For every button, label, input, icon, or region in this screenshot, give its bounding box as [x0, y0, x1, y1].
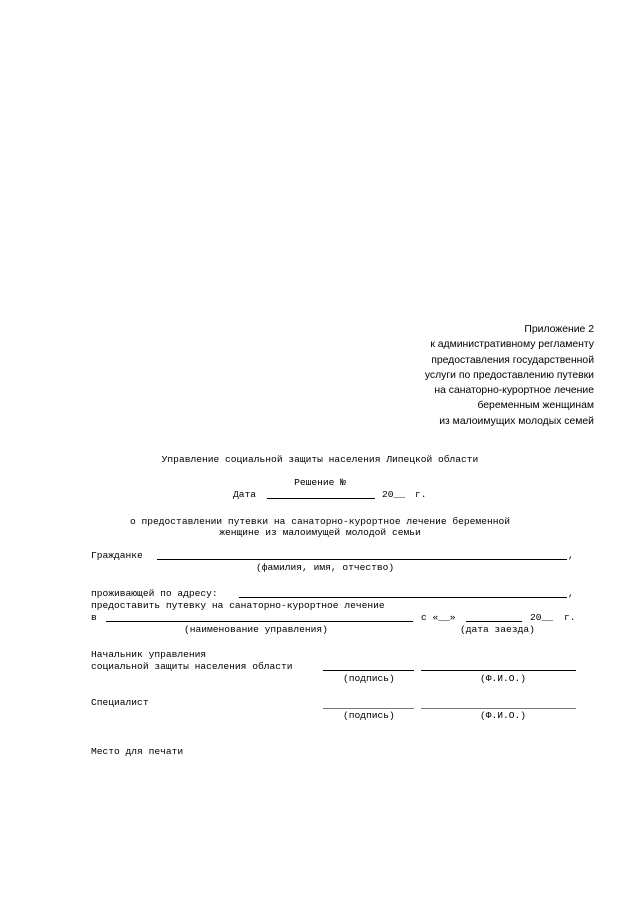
date-year-suffix: г.	[415, 489, 427, 500]
arrival-caption: (дата заезда)	[460, 624, 535, 635]
stamp-label: Место для печати	[91, 746, 184, 757]
appendix-line: Приложение 2	[524, 324, 594, 335]
comma: ,	[568, 550, 574, 561]
appendix-line: из малоимущих молодых семей	[439, 415, 594, 427]
date-year: 20__	[382, 489, 406, 500]
appendix-line: предоставления государственной	[431, 354, 594, 366]
head-title-line-1: Начальник управления	[91, 649, 207, 660]
from-label: с «__»	[421, 612, 456, 623]
specialist-name-field[interactable]	[421, 708, 576, 709]
institution-caption: (наименование управления)	[184, 624, 328, 635]
subject-line-2: женщине из малоимущей молодой семьи	[219, 527, 421, 538]
name-caption: (Ф.И.О.)	[480, 673, 527, 684]
institution-field[interactable]	[106, 621, 413, 622]
decision-title: Решение №	[294, 477, 346, 488]
head-signature-field[interactable]	[323, 670, 414, 671]
appendix-note	[425, 322, 594, 429]
address-field[interactable]	[239, 597, 567, 598]
specialist-signature-field[interactable]	[323, 708, 414, 709]
appendix-line: к административному регламенту	[430, 339, 594, 351]
date-field[interactable]	[267, 498, 375, 499]
signature-caption: (подпись)	[343, 673, 395, 684]
specialist-label: Специалист	[91, 697, 149, 708]
head-name-field[interactable]	[421, 670, 576, 671]
citizen-caption: (фамилия, имя, отчество)	[256, 562, 395, 573]
name-caption: (Ф.И.О.)	[480, 710, 527, 721]
address-label: проживающей по адресу:	[91, 588, 218, 599]
signature-caption: (подпись)	[343, 710, 395, 721]
grant-text: предоставить путевку на санаторно-курортное лечение	[91, 600, 385, 611]
citizen-label: Гражданке	[91, 550, 143, 561]
organization-title: Управление социальной защиты населения Липецкой области	[161, 454, 479, 465]
appendix-line: на санаторно-курортное лечение	[434, 385, 594, 397]
subject-line-1: о предоставлении путевки на санаторно-курортное лечение беременной	[130, 516, 510, 527]
head-title-line-2: социальной защиты населения области	[91, 661, 293, 672]
citizen-name-field[interactable]	[157, 559, 567, 560]
comma: ,	[568, 588, 574, 599]
arrival-year: 20__	[530, 612, 554, 623]
date-label: Дата	[233, 489, 257, 500]
in-label: в	[91, 612, 97, 623]
appendix-line: беременным женщинам	[477, 400, 594, 412]
arrival-month-field[interactable]	[466, 621, 522, 622]
appendix-line: услуги по предоставлению путевки	[424, 369, 594, 381]
arrival-year-suffix: г.	[564, 612, 576, 623]
